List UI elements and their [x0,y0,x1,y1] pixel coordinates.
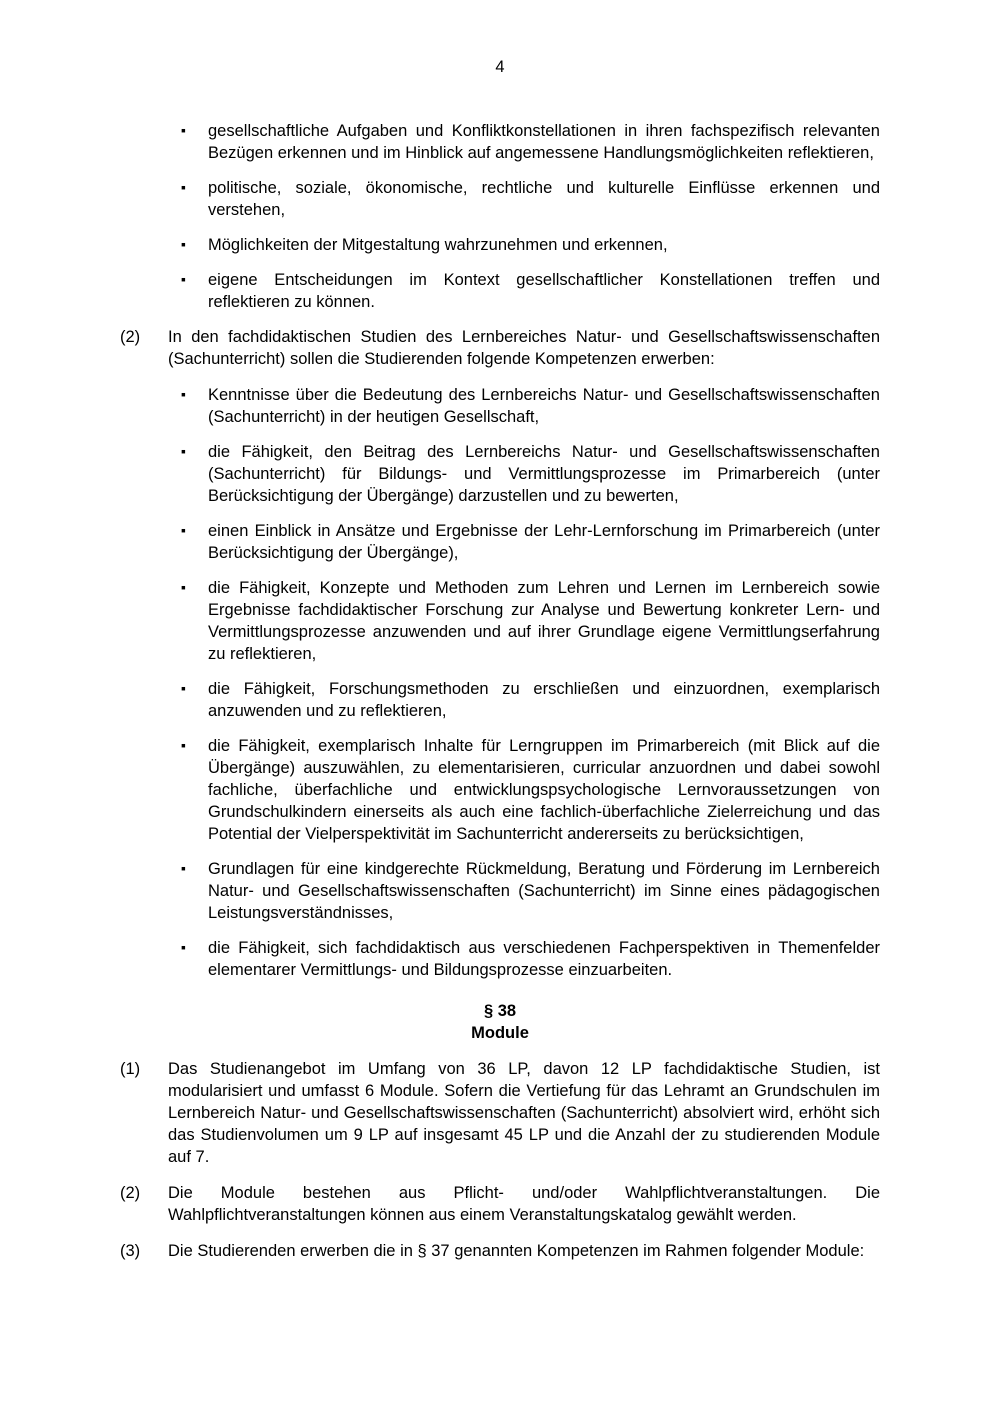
list-item [181,577,880,665]
section-title: Module [471,1024,529,1042]
list-item-text: einen Einblick in Ansätze und Ergebnisse der Lehr-Lernforschung im Primarbereich (unter Berücksichtigung der Übergänge), [208,522,880,562]
bullet-square-icon: ▪ [181,179,186,195]
numbered-paragraph [120,326,880,370]
paragraph-number: (1) [120,1060,141,1078]
bullet-square-icon: ▪ [181,271,186,287]
list-item [181,269,880,313]
list-item [181,735,880,845]
paragraph-text: Die Module bestehen aus Pflicht- und/oder Wahlpflichtveranstaltungen. Die Wahlpflichtveranstaltungen können aus einem Veranstaltungskatalog gewählt werden. [168,1184,880,1224]
list-item [181,384,880,428]
bullet-square-icon: ▪ [181,522,186,538]
paragraph-number: (2) [120,328,141,346]
list-item-text: Möglichkeiten der Mitgestaltung wahrzunehmen und erkennen, [208,236,668,254]
bullet-square-icon: ▪ [181,579,186,595]
numbered-paragraph [120,1240,880,1262]
bullet-square-icon: ▪ [181,236,186,252]
paragraph-number: (3) [120,1242,141,1260]
paragraph-text: In den fachdidaktischen Studien des Lernbereiches Natur- und Gesellschaftswissenschaften (Sachunterricht) sollen die Studierenden folgende Kompetenzen erwerben: [168,328,880,368]
list-item-text: politische, soziale, ökonomische, rechtliche und kulturelle Einflüsse erkennen und verstehen, [208,179,880,219]
bullet-square-icon: ▪ [181,860,186,876]
bullet-square-icon: ▪ [181,443,186,459]
numbered-paragraph [120,1182,880,1226]
list-item-text: die Fähigkeit, Konzepte und Methoden zum Lehren und Lernen im Lernbereich sowie Ergebnisse fachdidaktischer Forschung zur Analyse und Bewertung konkreter Lern- und Vermittlungsprozesse anzuwenden und auf ihrer Grundlage eigene Vermittlungserfahrung zu reflektieren, [208,579,880,663]
list-item [181,441,880,507]
bullet-square-icon: ▪ [181,680,186,696]
paragraph-text: Die Studierenden erwerben die in § 37 genannten Kompetenzen im Rahmen folgender Module: [168,1242,865,1260]
paragraph-text: Das Studienangebot im Umfang von 36 LP, davon 12 LP fachdidaktische Studien, ist modularisiert und umfasst 6 Module. Sofern die Vertiefung für das Lehramt an Grundschulen im Lernbereich Natur- und Gesellschaftswissenschaften (Sachunterricht) absolviert wird, erhöht sich das Studienvolumen um 9 LP auf insgesamt 45 LP und die Anzahl der zu studierenden Module auf 7. [168,1060,880,1166]
list-item [181,234,880,256]
list-item-text: eigene Entscheidungen im Kontext gesellschaftlicher Konstellationen treffen und reflektieren zu können. [208,271,880,311]
list-item-text: Kenntnisse über die Bedeutung des Lernbereichs Natur- und Gesellschaftswissenschaften (Sachunterricht) in der heutigen Gesellschaft, [208,386,880,426]
section-number: § 38 [483,1002,517,1020]
list-item-text: Grundlagen für eine kindgerechte Rückmeldung, Beratung und Förderung im Lernbereich Natur- und Gesellschaftswissenschaften (Sachunterricht) im Sinne eines pädagogischen Leistungsverständnisses, [208,860,880,922]
paragraph-number: (2) [120,1184,141,1202]
list-item-text: gesellschaftliche Aufgaben und Konfliktkonstellationen in ihren fachspezifisch relevanten Bezügen erkennen und im Hinblick auf angemessene Handlungsmöglichkeiten reflektieren, [208,122,880,162]
list-item-text: die Fähigkeit, sich fachdidaktisch aus verschiedenen Fachperspektiven in Themenfelder elementarer Vermittlungs- und Bildungsprozesse einzuarbeiten. [208,939,880,979]
list-item-text: die Fähigkeit, exemplarisch Inhalte für Lerngruppen im Primarbereich (mit Blick auf die Übergänge) auszuwählen, zu elementarisieren, curricular anzuordnen und dabei sowohl fachliche, überfachliche und entwicklungspsychologische Lernvoraussetzungen von Grundschulkindern einerseits als auch eine fachlich-überfachliche Zielerreichung und das Potential der Vielperspektivität im Sachunterricht andererseits zu berücksichtigen, [208,737,880,843]
bullet-square-icon: ▪ [181,386,186,402]
bullet-square-icon: ▪ [181,939,186,955]
bullet-square-icon: ▪ [181,737,186,753]
bullet-square-icon: ▪ [181,122,186,138]
list-item [181,177,880,221]
numbered-paragraph [120,1058,880,1168]
list-item-text: die Fähigkeit, Forschungsmethoden zu erschließen und einzuordnen, exemplarisch anzuwenden und zu reflektieren, [208,680,880,720]
list-item-text: die Fähigkeit, den Beitrag des Lernbereichs Natur- und Gesellschaftswissenschaften (Sachunterricht) für Bildungs- und Vermittlungsprozesse im Primarbereich (unter Berücksichtigung der Übergänge) darzustellen und zu bewerten, [208,443,880,505]
list-item [181,520,880,564]
list-item [181,120,880,164]
list-item [181,858,880,924]
page-number: 4 [495,58,505,76]
section-heading [0,1000,1000,1044]
list-item [181,678,880,722]
list-item [181,937,880,981]
